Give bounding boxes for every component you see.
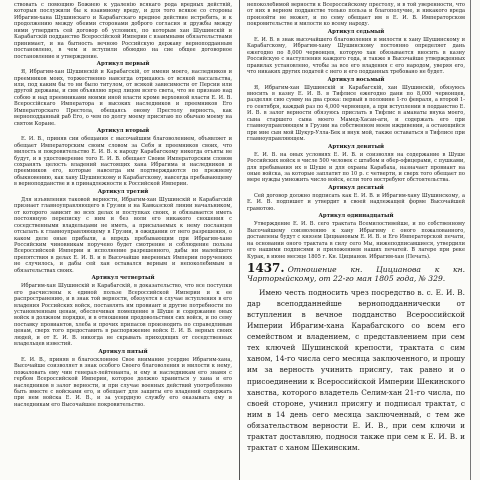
paragraph: Сей договор должно подписать как Е. И. В. и Ибрагим-хану Шушинскому, а Е. И. В. подпишет и утвердит в своей надлежащей форме Высочайшей грамотою. <box>247 192 465 212</box>
document-title: Отношение кн. Цицианова к кн. Чарторыйскому, от 22-го мая 1805 года, № 329. <box>247 264 465 284</box>
right-column-upper-text <box>247 2 465 260</box>
paragraph: Утверждение Е. И. В. сего трактата Всемилостивейше, и по собственному Высочайшему соизволению к хану Ибрагиму с оного пожалованного, доставлены будут с князем Цициановым Е. И. В. и Его Императорской печати, на основании оного трактата в силу сего Мы, нижеподписавшиеся, утвердили его нашими подписями и приложением наших печатей. В лагере при реке Курак, в июне месяце 1805 г. Кн. Цицианов. Ибрагим-хан (Печать). <box>247 221 465 260</box>
right-column <box>247 2 465 478</box>
article-heading: Артикул девятый <box>327 143 384 150</box>
article-heading: Артикул десятый <box>328 184 384 191</box>
paragraph: Я, Ибрагим-хан Шушинскiй и Карабагскiй, от имени моего, наследников и преемников моих, торжественно навсегда отрицаюсь от всякой вассальства, или, под каким бы то ни было титулом, от всякой зависимости от Персии или другой державы, и сим объявляю пред лицом всего света, что не признаю над собою и над преемниками моими иной власти кроме верховной власти Е. И. В. Всероссiйскаго Императора и высоких наследников и преемников Его Императорскаго Престола, обещаясь оному Престолу верность, как верноподданный раб Его, о чем по долгу моему присягаю по обычаю моему на святом Коране. <box>14 69 232 127</box>
column-divider <box>239 0 240 480</box>
paragraph: ствовать с помощию Божиею к удаленiю всякаго рода вредных действiй, которыя послужили бы к взаимному вреду, и для того всякое со стороны Ибрагим-хана Шушинскаго и Карабагскаго вредное действие истребить, и к продолжению между обеими сторонами доброго согласия и дружбы между ними утвердить сей договор об условиях, по которым хан Шушинскiй и Карабагскiй подданство Всероссiйской Империи с взаимными обязательствами принимает, и на бытность вечною Российскую державу верноподданным постановлено, в чем и вступили обоюдно на сие общее договорное постановление и утверждение. <box>14 2 232 60</box>
paragraph: Е. И. В., приняв в благосклонное Свое внимание усердие Ибрагим-хана, Высочайше соизволяет в знак особого Своего благоволения и милости к нему, пожаловать ему чин генерал-лейтенанта, и ему и наследникам его знамя с гербом Всероссийской Империи, которое должно храниться у хана и его наследников в залог верности, и при случае военных действий употребляемо быть вместе с войсками его, и обещает для защиты его владений содержать при нем войска Е. И. В., и за усердную службу его оказывать ему и наследникам его Высочайшее покровительство. <box>14 356 232 408</box>
document-number: 1437. <box>247 260 285 275</box>
paragraph: непоколебимой верности к Всероссийскому престолу, и в той уверенности, что от них в верном подданстве только польза и благополучие, и никакого вреда произойти не может, и по сему обещает им в Е. И. В. Императорском покровительстве и милости ко всему народу. <box>247 2 465 28</box>
article-heading: Артикул пятый <box>98 348 148 355</box>
article-heading: Артикул третий <box>97 188 149 195</box>
paragraph: Я, Ибрагим-хан Шушинскiй и Карабагскiй, хан Шушинскiй, обязуюсь вносить в казну Е. И. В. в Тифлисе ежегодно дани по 8,000 червонцев, разделяя сию сумму на два срока: первый в половине 1-го февраля, а второй 1-го сентября, каждый раз по 4,000 червонцев, а при вступлении в подданство Е. И. В. в залог верности обязуюсь прислать в Тифлис в аманаты внука моего, сына старшего сына моего Мамед-Хасан-аги, и содержать его при главноуправляющем в Грузии на собственном моем иждивении, а остающийся при мне сын мой Шукур-Улла-Бек и внук мой, также оставаться в Тифлисе при главноуправляющем. <box>247 84 465 143</box>
right-column-lower-text <box>247 287 465 453</box>
paragraph: Е. И. В. в знак высочайшего благоволения и милости к хану Шушинскому и Карабагскому, Ибрагим-хану Шушинскому постоянно определяет дань ежегодно по 8,000 червонцев, которую хан обязывается вносить в казну Российскую с наступления каждого года, и также в Высочайше утвержденных правилах установлено, чтобы за все его владения с его народом, уверяя его, что никаких других податей с него и его подданных требовано не будет. <box>247 36 465 76</box>
paragraph: Е. И. В. на оных условиях Е. И. В. и соизволяя на содержание в Шуше Российских войск в числе 500 человек с штабом и обер-офицерами, с пушками, для пребывания их в Шуше и для охраны Карабаха, назначает провиант на оные войска, за которые заплатит по 10 р. с четверти, и сверх того обещает по мере нужды умножить число войск, если того востребуют обстоятельства. <box>247 151 465 184</box>
paragraph: Имею честь подносить чрез посредство в. с. Е. И. В. дар всеподданнейше верноподданнически от вступления в вечное подданство Всероссийской Империи Ибрагим-хана Карабагского со всем его семейством и владением, с представлением при сем тех ключей Шушинской крепости, трактата с сим ханом, 14-го числа сего месяца заключенного, и прошу им за верность учинить присягу, так равно и о присоединении к Всероссийской Империи Шекинского ханства, которого владетель Селим-хан 21-го числа, по своей стороне, учинил присягу и подписал трактат, с ним в 14 день сего месяца заключенный, с тем же обязательством верности Е. И. В., при сем ключи и трактат доставляю, поднося также при сем к Е. И. В. и трактат с ханом Шекинским. <box>247 287 465 453</box>
article-heading: Артикул одиннадцатый <box>318 213 394 220</box>
article-heading: Артикул первый <box>96 61 150 68</box>
paragraph: Для изъявления таковой верности, Ибрагим-хан Шушинскiй и Карабагскiй признает главноуправляющего в Грузии и на Кавказской линии начальником, от которого зависит во всех делах и поступках своих, и обязывается иметь постоянную переписку с ним и без воли его никакого сношения с соседственными владельцами не иметь, а присылаемых к нему посланцев отсылать к главноуправляющему в Грузии, в ожидании от него разрешения, о каком деле оные прибыли, а впредь пребывающим при Ибрагим-хане Российским чиновникам поручено будет смотрение и соблюдение пользы Всероссийской Империи и исполнение разрешенного, дабы ни малейшего препятствия в делах Е. И. В. и в Высочайше вверенных Империи поручениях не случилось, и дабы сей хан оставался верным и непоколебимым в обязательствах своих. <box>14 196 232 274</box>
page-edge-line <box>470 0 471 480</box>
document-heading <box>247 260 465 284</box>
article-heading: Артикул восьмый <box>327 76 385 83</box>
paragraph: Ибрагим-хан Шушинскiй и Карабагскiй, в доказательство, что все поступки его расчислены к единой пользе Всероссийской Империи и к ее распространению, и в знак той верности, обязуется в случае вступления в его владения Российских войск, поставлять им провиант и другие потребности по установленным ценам, обеспечивая помещение в Шуше и содержание оных войск в должном порядке, и в отношении продовольствия сих войск, и по сему поставку провиантов, хлеба и прочих припасов производить по справедливым ценам, сверх того предоставить в распоряжение войск Е. И. В. верных своих людей, и от Е. И. В. никогда не скрывать приходящих от соседственных владельцев известий. <box>14 283 232 348</box>
left-column <box>14 2 232 478</box>
paragraph: Е. И. В., приняв сии обещания с высочайшим благоволением, объявляет и обещает Императорским своим словом за Себя и преемников своих, что милость и покровительство Е. И. В. к народу Карабагскому никогда отъяты не будут, и в удостоверение того Е. И. В. обещает Своим Императорским словом сохранять целость владений настоящих хана Ибрагима и наследников и преемников его, которые навсегда им подтверждаются по прежнему обыкновению, как хану Шушинскому и Карабагскому, навсегда пребывающему в верноподданстве и в принадлежности к Российской Империи. <box>14 136 232 188</box>
article-heading: Артикул вторый <box>96 128 150 135</box>
article-heading: Артикул седьмый <box>327 28 385 35</box>
article-heading: Артикул четвертый <box>91 275 155 282</box>
